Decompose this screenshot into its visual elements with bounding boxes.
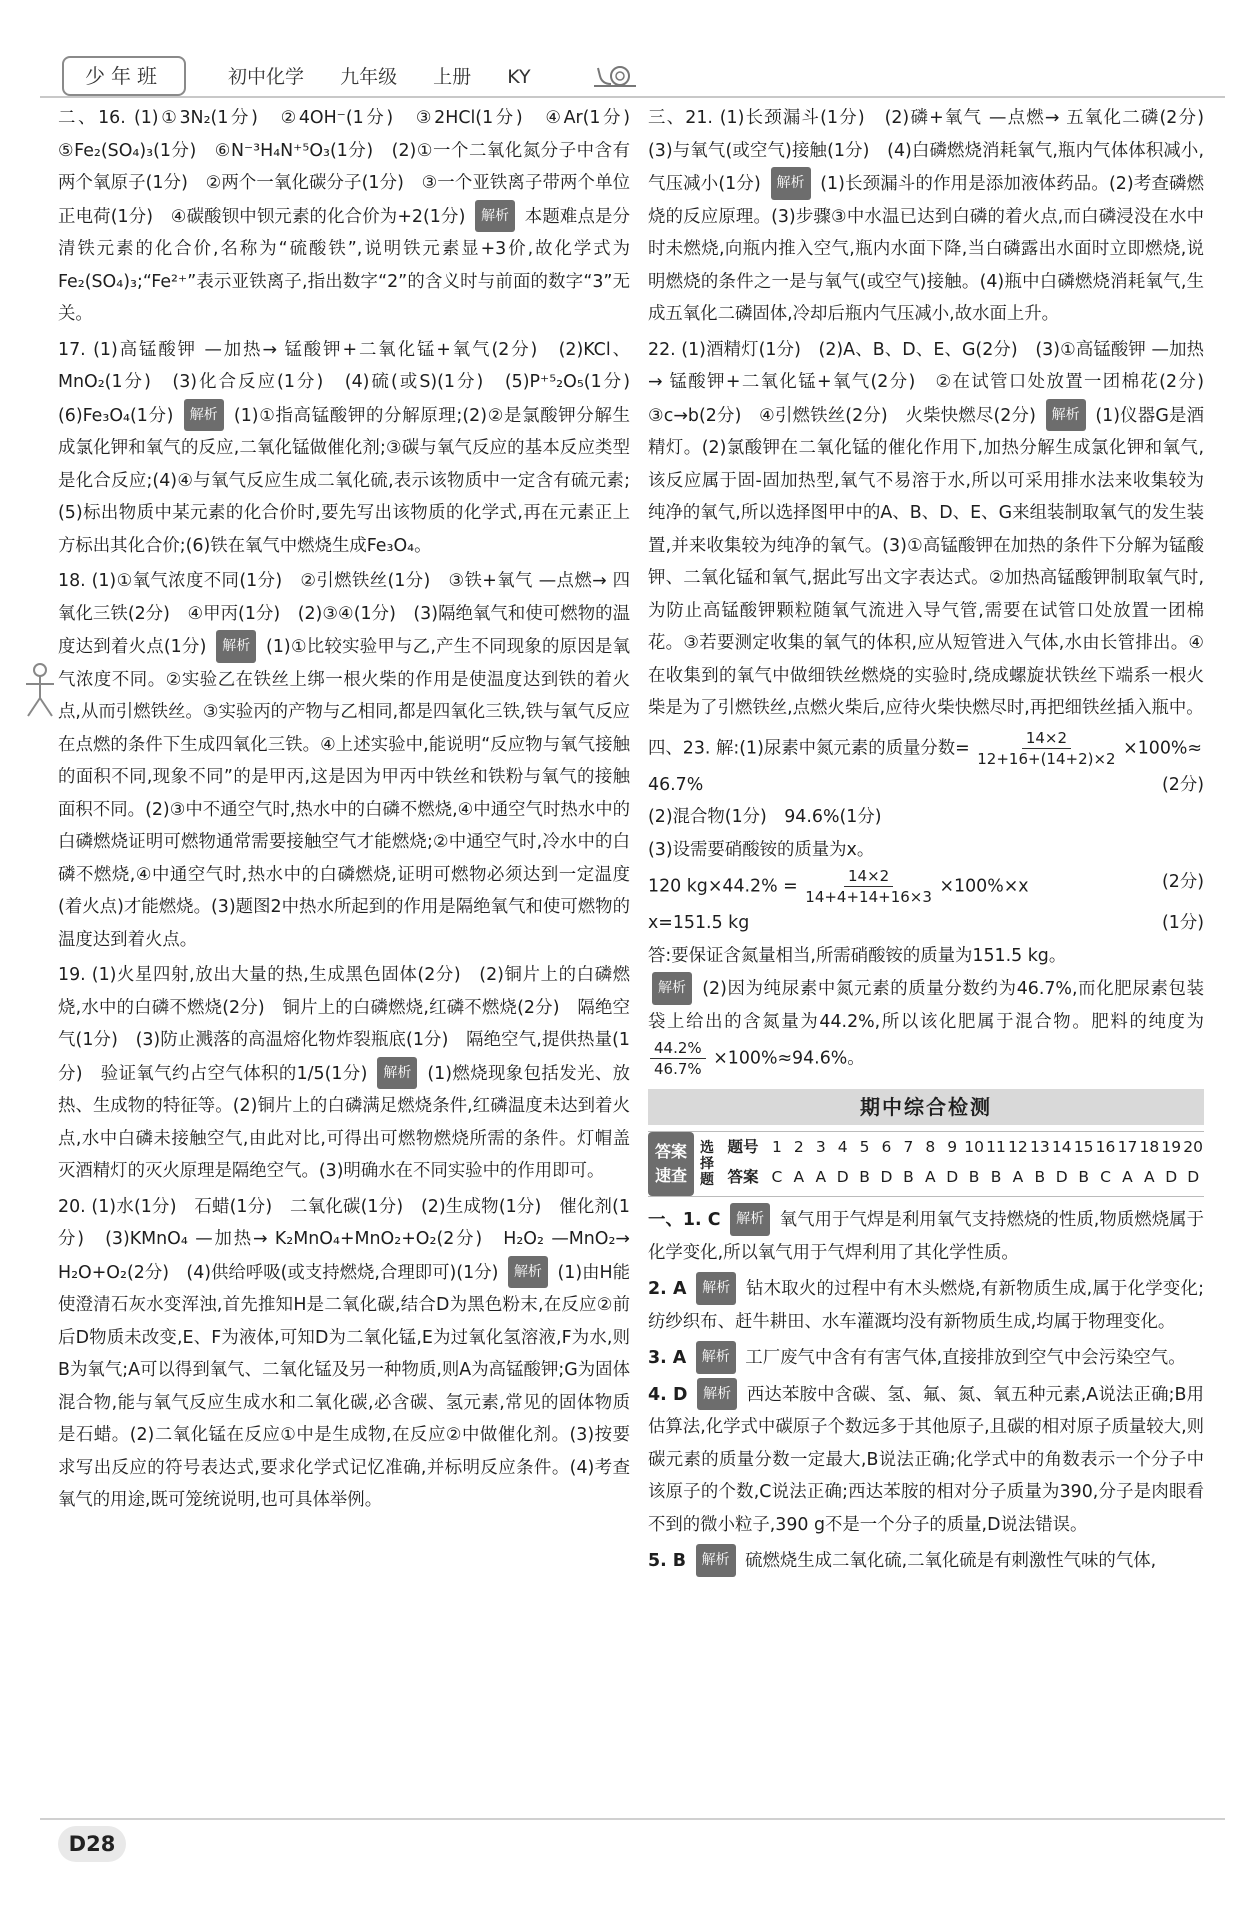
answer-cell: A xyxy=(815,1168,827,1186)
question-number-cell: 7 xyxy=(903,1138,914,1156)
answer-cell: A xyxy=(1122,1168,1133,1186)
row-caption: 题号 xyxy=(727,1138,759,1156)
answer-cell: B xyxy=(903,1168,914,1186)
answer-cell: A xyxy=(1144,1168,1155,1186)
q23-line-1: 四、23. 解:(1)尿素中氮元素的质量分数= $\frac{14\times 2}{12+16+(14+2)\times 2}$ ×100%≈ xyxy=(648,728,1202,768)
analysis-tag: 解析 xyxy=(475,200,515,233)
answer-key-table xyxy=(648,1131,1204,1197)
q23-line-6: x=151.5 kg (1分) xyxy=(648,907,1204,940)
question-number-cell: 2 xyxy=(793,1138,804,1156)
mid-question-2: 2. A 解析 钻木取火的过程中有木头燃烧,有新物质生成,属于化学变化;纺纱织布、赶牛耕田、水车灌溉均没有新物质生成,均属于物理变化。 xyxy=(648,1272,1204,1338)
left-column xyxy=(58,102,648,1520)
question-23 xyxy=(648,728,1204,1080)
question-number-row xyxy=(720,1132,1204,1162)
question-number-cell: 8 xyxy=(925,1138,936,1156)
answer-cell: D xyxy=(1165,1168,1178,1186)
header-volume: 上册 xyxy=(433,66,472,88)
answer-row xyxy=(720,1162,1204,1192)
answer-cell: D xyxy=(880,1168,893,1186)
answer-cell: A xyxy=(1012,1168,1024,1186)
mid-question-3: 3. A 解析 工厂废气中含有有害气体,直接排放到空气中会污染空气。 xyxy=(648,1341,1204,1375)
question-18: 18. (1)①氧气浓度不同(1分) ②引燃铁丝(1分) ③铁+氧气 —点燃→ 四氧化三铁(2分) ④甲丙(1分) (2)③④(1分) (3)隔绝氧气和使可燃物的温度达到着火点(1分) 解析 (1)①比较实验甲与乙,产生不同现象的原因是氧气浓度不同。②实验乙在铁丝上绑一根火柴的作用是使温度达到铁的着火点,从而引燃铁丝。③实验丙的产物与乙相同,都是四氧化三铁,铁与氧气反应在点燃的条件下生成四氧化三铁。④上述实验中,能说明“反应物与氧气接触的面积不同,现象不同”的是甲丙,这是因为甲丙中铁丝和铁粉与氧气的接触面积不同。(2)③中不通空气时,热水中的白磷不燃烧,④中通空气时热水中的白磷燃烧证明可燃物通常需要接触空气才能燃烧;②中通空气时,冷水中的白磷不燃烧,④中通空气时,热水中的白磷燃烧,证明可燃物必须达到一定温度(着火点)才能燃烧。(3)题图2中热水所起到的作用是隔绝氧气和使可燃物的温度达到着火点。 xyxy=(58,571,631,950)
question-number-cell: 9 xyxy=(947,1138,958,1156)
question-19: 19. (1)火星四射,放出大量的热,生成黑色固体(2分) (2)铜片上的白磷燃烧,水中的白磷不燃烧(2分) 铜片上的白磷燃烧,红磷不燃烧(2分) 隔绝空气(1分) (3)防止溅落的高温熔化物炸裂瓶底(1分) 隔绝空气,提供热量(1分) 验证氧气约占空气体积的1/5(1分) 解析 (1)燃烧现象包括发光、放热、生成物的特征等。(2)铜片上的白磷满足燃烧条件,红磷温度未达到着火点,水中白磷未接触空气,由此对比,可得出可燃物燃烧所需的条件。灯帽盖灭酒精灯的灭火原理是隔绝空气。(3)明确水在不同实验中的作用即可。 xyxy=(58,965,631,1181)
q23-line-3: (2)混合物(1分) 94.6%(1分) xyxy=(648,807,882,827)
score: (2分) xyxy=(1161,774,1204,795)
answer-cell: B xyxy=(859,1168,870,1186)
analysis-tag: 解析 xyxy=(1046,399,1086,432)
question-22: 22. (1)酒精灯(1分) (2)A、B、D、E、G(2分) (3)①高锰酸钾 —加热→ 锰酸钾+二氧化锰+氧气(2分) ②在试管口处放置一团棉花(2分) ③c→b(2分) ④引燃铁丝(2分) 火柴快燃尽(2分) 解析 (1)仪器G是酒精灯。(2)氯酸钾在二氧化锰的催化作用下,加热分解生成氯化钾和氧气,该反应属于固-固加热型,氧气不易溶于水,所以可采用排水法来收集较为纯净的氧气,所以选择图甲中的A、B、D、E、G来组装制取氧气的发生装置,并来收集较为纯净的氧气。(3)①高锰酸钾在加热的条件下分解为锰酸钾、二氧化锰和氧气,据此写出文字表达式。②加热高锰酸钾制取氧气时,为防止高锰酸钾颗粒随氧气流进入导气管,需要在试管口处放置一团棉花。③若要测定收集的氧气的体积,应从短管进入气体,水由长管排出。④在收集到的氧气中做细铁丝燃烧的实验时,绕成螺旋状铁丝下端系一根火柴是为了引燃铁丝,点燃火柴后,应待火柴快燃尽时,再把细铁丝插入瓶中。 xyxy=(648,339,1222,718)
answer-cell: B xyxy=(1034,1168,1046,1186)
question-17: 17. (1)高锰酸钾 —加热→ 锰酸钾+二氧化锰+氧气(2分) (2)KCl、MnO₂(1分) (3)化合反应(1分) (4)硫(或S)(1分) (5)P⁺⁵₂O₅(1分) (6)Fe₃O₄(1分) 解析 (1)①指高锰酸钾的分解原理;(2)②是氯酸钾分解生成氯化钾和氧气的反应,二氧化锰做催化剂;③碳与氧气反应的基本反应类型是化合反应;(4)④与氧气反应生成二氧化硫,表示该物质中一定含有硫元素;(5)标出物质中某元素的化合价时,要先写出该物质的化学式,再在元素正上方标出其化合价;(6)铁在氧气中燃烧生成Fe₃O₄。 xyxy=(58,339,648,556)
q23-answer: 答:要保证含氮量相当,所需硝酸铵的质量为151.5 kg。 xyxy=(648,945,1067,966)
answer-cell: A xyxy=(924,1168,936,1186)
answer-cell: B xyxy=(990,1168,1002,1186)
header-subject: 初中化学 xyxy=(228,66,305,88)
answer-cell: A xyxy=(793,1168,805,1186)
right-column xyxy=(648,102,1222,1581)
analysis-tag: 解析 xyxy=(652,972,692,1005)
question-number-cell: 15 xyxy=(1073,1138,1094,1156)
section-title: 期中综合检测 xyxy=(648,1089,1204,1125)
header-divider xyxy=(40,96,1225,98)
question-number-cell: 17 xyxy=(1117,1138,1138,1156)
analysis-tag: 解析 xyxy=(508,1256,548,1289)
answer-cell: D xyxy=(1187,1168,1200,1186)
question-number-cell: 14 xyxy=(1051,1138,1072,1156)
stick-figure-icon xyxy=(18,660,62,720)
analysis-tag: 解析 xyxy=(730,1203,770,1236)
page-number: D28 xyxy=(58,1826,126,1862)
answer-type-label: 选择题 xyxy=(700,1140,714,1188)
snail-icon xyxy=(590,56,640,90)
question-number-cell: 10 xyxy=(964,1138,984,1156)
question-number-cell: 5 xyxy=(859,1138,870,1156)
question-number-cell: 11 xyxy=(986,1138,1006,1156)
answer-cell: D xyxy=(946,1168,959,1186)
mid-question-5: 5. B 解析 硫燃烧生成二氧化硫,二氧化硫是有刺激性气味的气体, xyxy=(648,1544,1204,1578)
question-number-cell: 1 xyxy=(772,1138,782,1156)
header-meta xyxy=(228,62,561,89)
row-caption: 答案 xyxy=(727,1168,759,1186)
analysis-tag: 解析 xyxy=(697,1378,737,1411)
analysis-tag: 解析 xyxy=(696,1341,736,1374)
fraction: $\frac{14\times 2}{14+4+14+16\times 3}$ xyxy=(805,867,932,906)
q23-line-5: 120 kg×44.2% = $\frac{14\times 2}{14+4+14+16\times 3}$ ×100%×x (2分) xyxy=(648,867,1204,906)
page-header xyxy=(0,0,1250,100)
mid-question-4: 4. D 解析 西达苯胺中含碳、氢、氟、氮、氧五种元素,A说法正确;B用估算法,化学式中碳原子个数远多于其他原子,且碳的相对原子质量较大,则碳元素的质量分数一定最大,B说法正确;化学式中的角数表示一个分子中该原子的个数,C说法正确;西达苯胺的相对分子质量为390,分子是肉眼看不到的微小粒子,390 g不是一个分子的质量,D说法错误。 xyxy=(648,1378,1204,1542)
answer-cell: D xyxy=(836,1168,849,1186)
question-20: 20. (1)水(1分) 石蜡(1分) 二氧化碳(1分) (2)生成物(1分) 催化剂(1分) (3)KMnO₄ —加热→ K₂MnO₄+MnO₂+O₂(2分) H₂O₂ —MnO₂→ H₂O+O₂(2分) (4)供给呼吸(或支持燃烧,合理即可)(1分) 解析 (1)由H能使澄清石灰水变浑浊,首先推知H是二氧化碳,结合D为黑色粉末,在反应②前后D物质未改变,E、F为液体,可知D为二氧化锰,E为过氧化氢溶液,F为水,则B为氧气;A可以得到氧气、二氧化锰及另一种物质,则A为高锰酸钾;G为固体混合物,能与氧气反应生成水和二氧化碳,必含碳、氢元素,常见的固体物质是石蜡。(2)二氧化锰在反应①中是生成物,在反应②中做催化剂。(3)按要求写出反应的符号表达式,要求化学式记忆准确,并标明反应条件。(4)考查氧气的用途,既可笼统说明,也可具体举例。 xyxy=(58,1196,630,1510)
question-number-cell: 16 xyxy=(1095,1138,1116,1156)
analysis-tag: 解析 xyxy=(696,1272,736,1305)
answer-cell: D xyxy=(1055,1168,1068,1186)
question-number-cell: 3 xyxy=(815,1138,826,1156)
q23-line-4: (3)设需要硝酸铵的质量为x。 xyxy=(648,839,875,860)
analysis-tag: 解析 xyxy=(216,630,256,663)
score: (1分) xyxy=(1161,913,1204,933)
mid-question-1: 一、1. C 解析 氧气用于气焊是利用氧气支持燃烧的性质,物质燃烧属于化学变化,所以氧气用于气焊利用了其化学性质。 xyxy=(648,1203,1204,1269)
question-number-cell: 6 xyxy=(881,1138,892,1156)
q23-analysis: 解析 (2)因为纯尿素中氮元素的质量分数约为46.7%,而化肥尿素包装袋上给出的含氮量为44.2%,所以该化肥属于混合物。肥料的纯度为 $\frac{44.2\%}{46.7\%}$ ×100%≈94.6%。 xyxy=(648,972,1204,1079)
brand-logo: 少年班 xyxy=(62,56,186,96)
header-grade: 九年级 xyxy=(340,66,398,88)
question-number-cell: 13 xyxy=(1029,1138,1050,1156)
score: (2分) xyxy=(1161,872,1204,892)
analysis-tag: 解析 xyxy=(771,167,811,200)
answer-grid xyxy=(720,1132,1204,1196)
analysis-tag: 解析 xyxy=(377,1057,417,1090)
question-number-cell: 19 xyxy=(1161,1138,1182,1156)
footer-divider xyxy=(40,1818,1225,1820)
question-21: 三、21. (1)长颈漏斗(1分) (2)磷+氧气 —点燃→ 五氧化二磷(2分) (3)与氧气(或空气)接触(1分) (4)白磷燃烧消耗氧气,瓶内气体体积减小,气压减小(1分) 解析 (1)长颈漏斗的作用是添加液体药品。(2)考查磷燃烧的反应原理。(3)步骤③中水温已达到白磷的着火点,而白磷浸没在水中时未燃烧,向瓶内推入空气,瓶内水面下降,当白磷露出水面时立即燃烧,说明燃烧的条件之一是与氧气(或空气)接触。(4)瓶中白磷燃烧消耗氧气,生成五氧化二磷固体,冷却后瓶内气压减小,故水面上升。 xyxy=(648,108,1222,324)
answer-cell: B xyxy=(968,1168,980,1186)
fraction: $\frac{14\times 2}{12+16+(14+2)\times 2}$ xyxy=(977,728,1116,768)
analysis-tag: 解析 xyxy=(184,399,224,432)
header-edition: KY xyxy=(507,66,531,88)
answer-cell: C xyxy=(771,1168,783,1186)
question-number-cell: 12 xyxy=(1008,1138,1028,1156)
question-number-cell: 18 xyxy=(1139,1138,1160,1156)
answer-key-label: 答案速查 xyxy=(648,1132,694,1196)
answer-cell: B xyxy=(1078,1168,1089,1186)
fraction: $\frac{44.2\%}{46.7\%}$ xyxy=(650,1038,706,1079)
q23-line-2: 46.7% (2分) xyxy=(648,769,1204,802)
question-number-cell: 4 xyxy=(837,1138,848,1156)
question-number-cell: 20 xyxy=(1183,1138,1204,1156)
analysis-tag: 解析 xyxy=(696,1544,736,1577)
question-16: 二、16. (1)①3N₂(1分) ②4OH⁻(1分) ③2HCl(1分) ④Ar(1分) ⑤Fe₂(SO₄)₃(1分) ⑥N⁻³H₄N⁺⁵O₃(1分) (2)①一个二氧化氮分子中含有两个氧原子(1分) ②两个一氧化碳分子(1分) ③一个亚铁离子带两个单位正电荷(1分) ④碳酸钡中钡元素的化合价为+2(1分) 解析 本题难点是分清铁元素的化合价,名称为“硫酸铁”,说明铁元素显+3价,故化学式为Fe₂(SO₄)₃;“Fe²⁺”表示亚铁离子,指出数字“2”的含义时与前面的数字“3”无关。 xyxy=(58,108,648,324)
answer-cell: C xyxy=(1100,1168,1111,1186)
